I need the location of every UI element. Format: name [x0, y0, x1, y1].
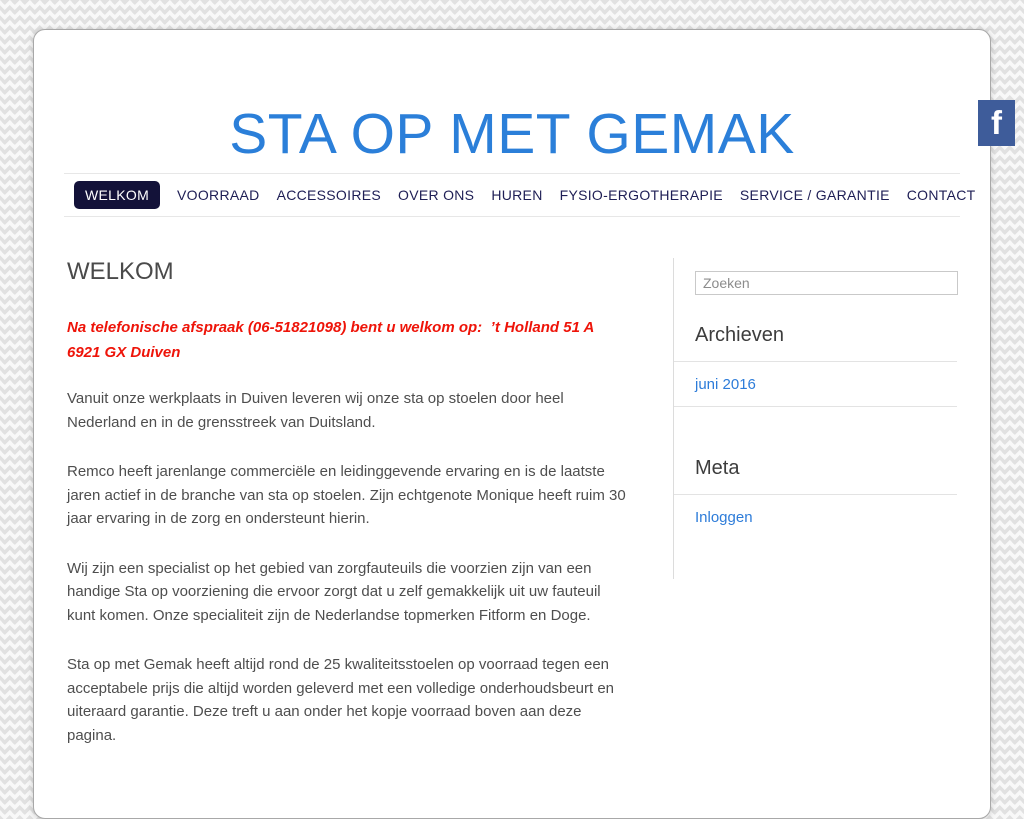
meta-widget [674, 457, 957, 539]
main-nav [64, 173, 976, 217]
page-title: WELKOM [67, 258, 174, 285]
facebook-icon[interactable]: f [978, 100, 1015, 146]
paragraph-specialist: Wij zijn een specialist op het gebied van zorgfauteuils die voorzien zijn van een handige Sta op voorziening die ervoor zorgt dat u zelf gemakkelijk uit uw fauteuil kunt komen. Onze specialiteit zijn de Nederlandse topmerken Fitform en Doge. [67, 559, 601, 624]
archive-link-juni-2016[interactable]: juni 2016 [695, 376, 756, 393]
paragraph-voorraad: Sta op met Gemak heeft altijd rond de 25 kwaliteitsstoelen op voorraad tegen een acceptabele prijs die altijd worden geleverd met een volledige onderhoudsbeurt en uiteraard garantie. Deze treft u aan onder het kopje voorraad boven aan deze pagina. [67, 656, 615, 744]
paragraph-remco: Remco heeft jarenlange commerciële en leidinggevende ervaring en is de laatste jaren actief in de branche van sta op stoelen. Zijn echtgenote Monique heeft ruim 30 jaar ervaring in de zorg en ondersteunt hierin. [67, 463, 626, 527]
site-card [33, 29, 991, 819]
nav-item-over-ons[interactable]: OVER ONS [398, 187, 475, 203]
search-input[interactable] [695, 271, 958, 295]
site-title[interactable]: STA OP MET GEMAK [229, 102, 795, 166]
nav-item-huren[interactable]: HUREN [491, 187, 543, 203]
archives-widget [674, 324, 957, 407]
site-header [34, 30, 990, 173]
sidebar [673, 258, 957, 579]
nav-item-contact[interactable]: CONTACT [906, 187, 976, 203]
notice-line-2: 6921 GX Duiven [67, 344, 181, 361]
paragraph-workshop: Vanuit onze werkplaats in Duiven leveren wij onze sta op stoelen door heel Nederland en in de grensstreek van Duitsland. [67, 390, 564, 431]
content-area [34, 217, 990, 813]
meta-heading: Meta [695, 457, 740, 479]
appointment-notice [67, 315, 632, 365]
nav-item-voorraad[interactable]: VOORRAAD [177, 187, 260, 203]
nav-item-fysio-ergotherapie[interactable]: FYSIO-ERGOTHERAPIE [559, 187, 723, 203]
nav-item-service-garantie[interactable]: SERVICE / GARANTIE [739, 187, 890, 203]
divider [674, 406, 957, 407]
archives-heading: Archieven [695, 324, 784, 346]
notice-line-1: Na telefonische afspraak (06-51821098) bent u welkom op: ’t Holland 51 A [67, 319, 595, 336]
nav-item-welkom[interactable]: WELKOM [74, 181, 160, 209]
nav-item-accessoires[interactable]: ACCESSOIRES [276, 187, 382, 203]
main-column [67, 258, 632, 773]
login-link[interactable]: Inloggen [695, 509, 753, 526]
